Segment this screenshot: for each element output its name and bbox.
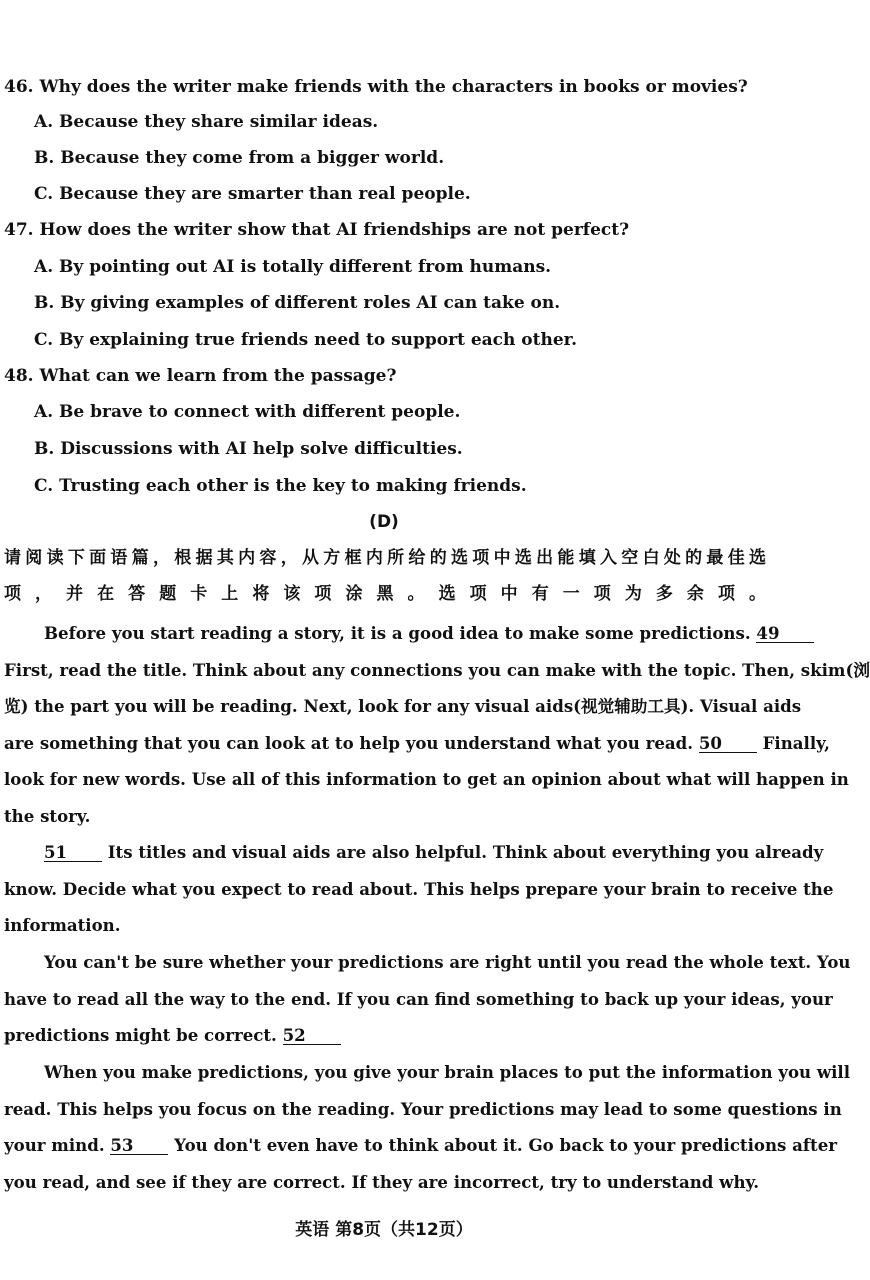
paragraph-line: 览) the part you will be reading. Next, look for any visual aids(视觉辅助工具). Visual aids [4,696,802,716]
page-footer: 英语 第8页（共12页） [295,1220,473,1240]
question-48-stem: 48. What can we learn from the passage? [4,366,397,386]
paragraph-line: You can't be sure whether your predictions are right until you read the whole text. You [44,952,851,972]
blank-52: 52 [283,1026,341,1045]
paragraph-line: First, read the title. Think about any connections you can make with the topic. Then, skim(浏 [4,659,870,680]
paragraph-line: know. Decide what you expect to read about. This helps prepare your brain to receive the [4,878,834,899]
instructions-line-1: 请阅读下面语篇，根据其内容，从方框内所给的选项中选出能填入空白处的最佳选 [4,548,766,568]
section-title: (D) [369,512,399,532]
question-46-option-c: C. Because they are smarter than real people. [34,184,471,204]
paragraph-line: When you make predictions, you give your brain places to put the information you will [44,1062,851,1082]
question-46-option-a: A. Because they share similar ideas. [34,112,379,132]
passage-text: You don't even have to think about it. Go back to your predictions after [174,1135,838,1155]
passage-text: Finally, [762,732,830,753]
blank-49: 49 [756,624,814,643]
paragraph-line [4,1127,838,1164]
paragraph-line [4,615,780,652]
question-48-option-c: C. Trusting each other is the key to making friends. [34,476,527,496]
passage-paragraph-2 [4,834,834,944]
blank-53: 53 [110,1136,168,1155]
paragraph-line [4,725,830,762]
passage-paragraph-3 [4,944,851,1054]
paragraph-line: the story. [4,805,91,826]
passage-text: predictions might be correct. [4,1025,277,1045]
question-46-stem: 46. Why does the writer make friends with the characters in books or movies? [4,77,748,97]
paragraph-line: look for new words. Use all of this information to get an opinion about what will happen in [4,769,849,789]
paragraph-line [4,834,824,871]
question-47-option-a: A. By pointing out AI is totally different from humans. [34,257,552,277]
paragraph-line: you read, and see if they are correct. If they are incorrect, try to understand why. [4,1171,760,1192]
passage-text: Before you start reading a story, it is a good idea to make some predictions. [44,623,751,643]
question-48-option-a: A. Be brave to connect with different people. [34,402,461,422]
instructions-line-2: 项，并在答题卡上将该项涂黑。选项中有一项为多余项。 [4,584,766,604]
passage-text: your mind. [4,1135,105,1155]
question-47-stem: 47. How does the writer show that AI friendships are not perfect? [4,220,630,240]
blank-50: 50 [699,734,757,753]
passage-paragraph-4 [4,1054,851,1200]
passage-paragraph-1 [4,615,870,834]
question-48-option-b: B. Discussions with AI help solve difficulties. [34,439,463,459]
paragraph-line: read. This helps you focus on the reading. Your predictions may lead to some questions in [4,1098,842,1119]
instructions [4,540,766,612]
paragraph-line [4,1017,766,1054]
question-47-option-b: B. By giving examples of different roles AI can take on. [34,293,561,313]
question-47-option-c: C. By explaining true friends need to support each other. [34,330,577,350]
paragraph-line: information. [4,915,121,935]
blank-51: 51 [44,843,102,862]
question-46-option-b: B. Because they come from a bigger world. [34,148,445,168]
passage-text: are something that you can look at to help you understand what you read. [4,732,694,753]
paragraph-line: have to read all the way to the end. If you can find something to back up your ideas, your [4,988,833,1009]
passage-text: Its titles and visual aids are also helpful. Think about everything you already [107,842,824,862]
